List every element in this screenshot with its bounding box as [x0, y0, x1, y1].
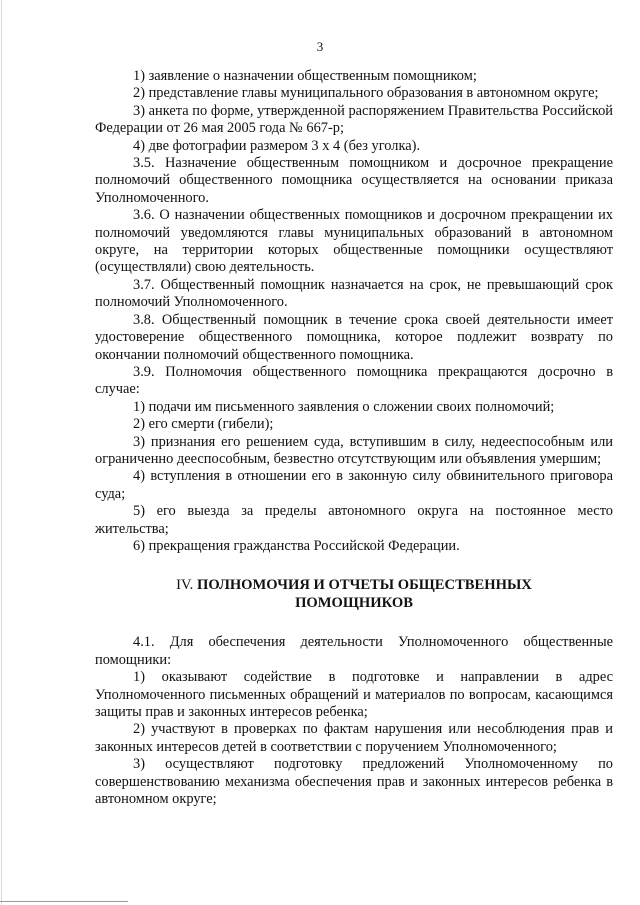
- paragraph: 1) заявление о назначении общественным помощником;: [133, 68, 477, 84]
- paragraph: 1) подачи им письменного заявления о сложении своих полномочий;: [133, 398, 555, 415]
- section-number: IV.: [176, 577, 194, 594]
- section-title-line1: ПОЛНОМОЧИЯ И ОТЧЕТЫ ОБЩЕСТВЕННЫХ: [196, 577, 532, 594]
- paragraph: 3.5. Назначение общественным помощником и досрочное прекращение полномочий общественного помощника осуществляется на основании приказа Уполномоченного.: [95, 155, 613, 206]
- page-edge-line: [1, 0, 2, 905]
- page-number: 3: [316, 39, 324, 54]
- paragraph: 5) его выезда за пределы автономного округа на постоянное место жительства;: [95, 503, 613, 537]
- section-title-line2: ПОМОЩНИКОВ: [295, 595, 413, 612]
- footnote-rule: [0, 901, 128, 902]
- paragraph: 3.9. Полномочия общественного помощника прекращаются досрочно в случае:: [95, 363, 613, 398]
- paragraph: 2) представление главы муниципального образования в автономном округе;: [133, 85, 599, 102]
- paragraph: 3) признания его решением суда, вступившим в силу, недееспособным или ограниченно дееспособным, безвестно отсутствующим или объявления умершим;: [95, 433, 613, 467]
- spacer: [95, 612, 613, 634]
- paragraph: 3.7. Общественный помощник назначается на срок, не превышающий срок полномочий Уполномоченного.: [95, 276, 613, 311]
- paragraph: 2) его смерти (гибели);: [133, 416, 274, 433]
- paragraph: 3) осуществляют подготовку предложений Уполномоченному по совершенствованию механизма обеспечения прав и законных интересов ребенка в автономном округе;: [95, 756, 613, 808]
- paragraph: 3.6. О назначении общественных помощников и досрочном прекращении их полномочий уведомляются главы муниципальных образований в автономном округе, на территории которых общественные помощники осуществляют (осуществляли) свою деятельность.: [95, 207, 613, 276]
- document-body: [95, 68, 613, 808]
- paragraph: 4) вступления в отношении его в законную силу обвинительного приговора суда;: [95, 468, 613, 502]
- paragraph: 4) две фотографии размером 3 х 4 (без уголка).: [133, 137, 421, 154]
- section-heading: [95, 576, 613, 594]
- paragraph: 1) оказывают содействие в подготовке и направлении в адрес Уполномоченного письменных обращений и материалов по вопросам, касающимся защиты прав и законных интересов ребенка;: [95, 669, 613, 720]
- spacer: [95, 555, 613, 576]
- paragraph: 3.8. Общественный помощник в течение срока своей деятельности имеет удостоверение общественного помощника, которое подлежит возврату по окончании полномочий общественного помощника.: [95, 311, 613, 363]
- paragraph: 3) анкета по форме, утвержденной распоряжением Правительства Российской Федерации от 26 мая 2005 года № 667-р;: [95, 102, 613, 137]
- paragraph: 4.1. Для обеспечения деятельности Уполномоченного общественные помощники:: [95, 634, 613, 668]
- paragraph: 2) участвуют в проверках по фактам нарушения или несоблюдения прав и законных интересов детей в соответствии с поручением Уполномоченного;: [95, 721, 613, 755]
- paragraph: 6) прекращения гражданства Российской Федерации.: [133, 537, 460, 554]
